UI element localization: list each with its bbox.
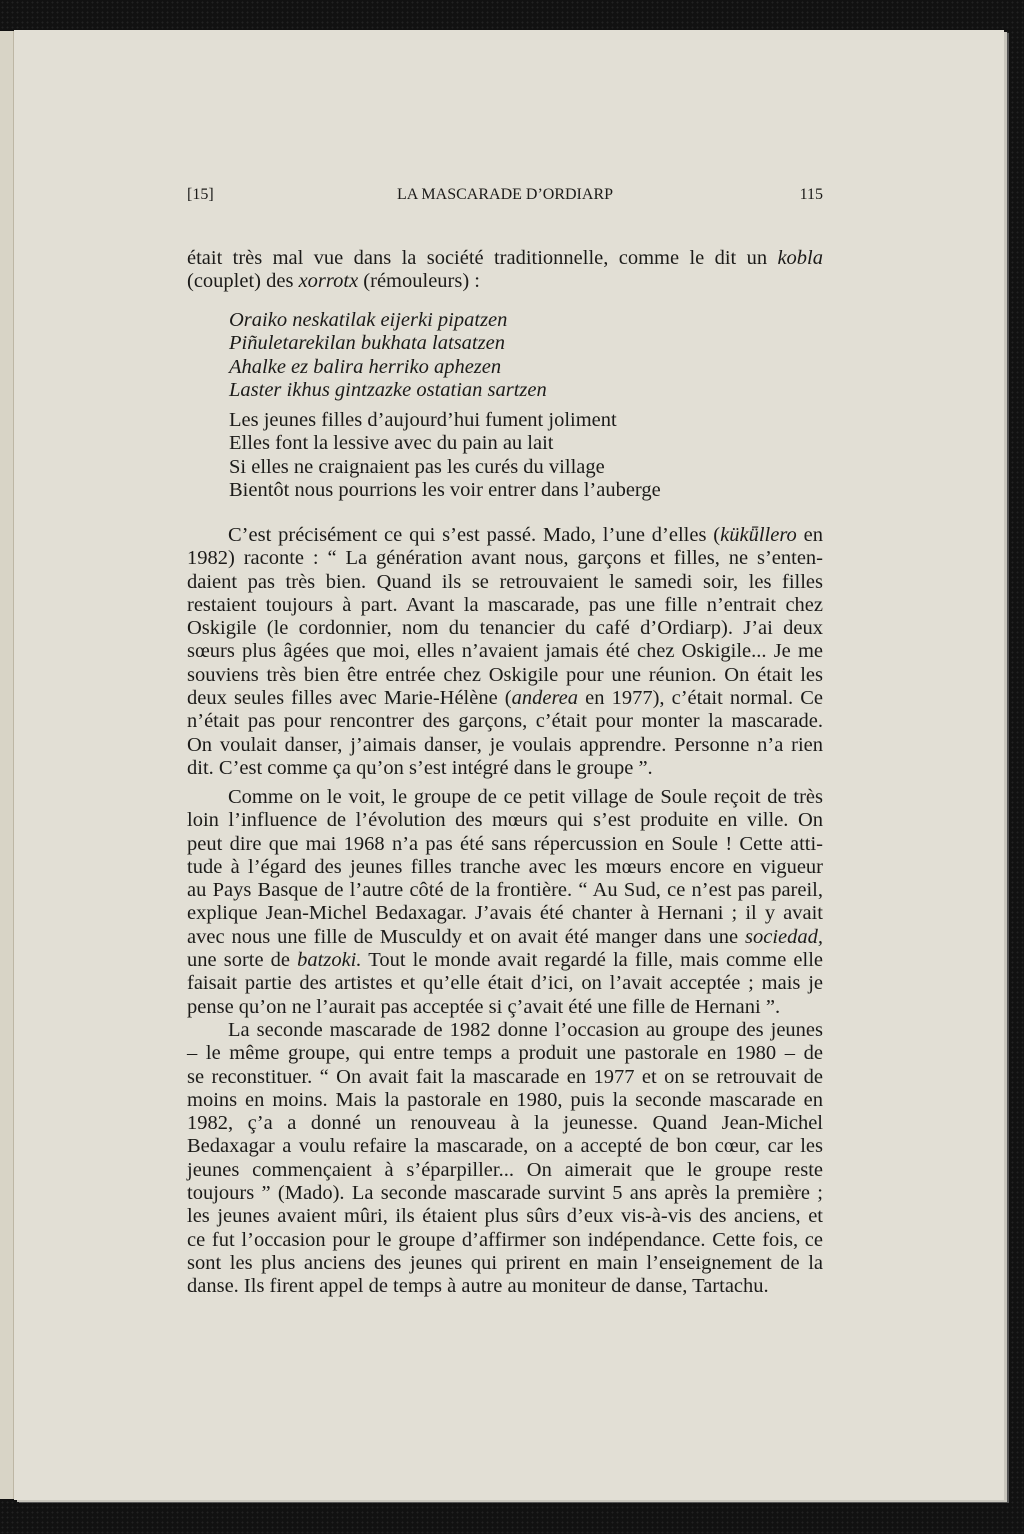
text-run: 1982, ç’a a donné un renouveau à la jeunesse. Quand Jean-Michel xyxy=(187,1112,823,1135)
italic-term: Oraiko neskatilak eijerki pipatzen xyxy=(229,309,508,331)
text-line xyxy=(187,664,823,687)
text-run: sont les plus anciens des jeunes qui prirent en main l’enseignement de la xyxy=(187,1251,823,1274)
text-line xyxy=(187,1229,823,1252)
text-run: était très mal vue dans la société traditionnelle, comme le dit un xyxy=(187,247,778,269)
italic-term: xorrotx xyxy=(298,270,359,293)
text-run: sœurs plus âgées que moi, elles n’avaient jamais été chez Oskigile... Je me xyxy=(187,640,823,663)
italic-term: batzoki. xyxy=(297,949,362,972)
text-line xyxy=(187,524,823,547)
text-run: (rémouleurs) : xyxy=(358,270,480,293)
text-line xyxy=(229,356,865,379)
text-run: souviens très bien être entrée chez Oskigile pour une réunion. On était les xyxy=(187,663,823,686)
text-run: dit. C’est comme ça qu’on s’est intégré dans le groupe ”. xyxy=(187,756,653,779)
paragraph xyxy=(187,1019,823,1299)
text-run: moins en moins. Mais la pastorale en 1980, puis la seconde mascarade en xyxy=(187,1088,823,1111)
text-line xyxy=(187,640,823,663)
intro-paragraph xyxy=(187,247,823,294)
text-run: jeunes commençaient à s’éparpiller... On aimerait que le groupe reste xyxy=(187,1158,823,1181)
text-line xyxy=(187,1066,823,1089)
running-header xyxy=(187,186,823,208)
text-line xyxy=(187,879,823,902)
section-number: [15] xyxy=(187,186,214,203)
previous-page-edge xyxy=(0,31,14,1499)
text-line xyxy=(187,1205,823,1228)
italic-term: Laster ikhus gintzazke ostatian sartzen xyxy=(229,378,547,401)
text-line xyxy=(187,734,823,757)
text-line xyxy=(187,1089,823,1112)
text-run: restaient toujours à part. Avant la mascarade, pas une fille n’entrait chez xyxy=(187,593,823,616)
text-run: Tout le monde avait regardé la fille, mais comme elle xyxy=(361,949,823,972)
text-run: loin l’influence de l’évolution des mœurs qui s’est produite en ville. On xyxy=(187,809,823,832)
text-run: en 1977), c’était normal. Ce xyxy=(578,687,823,710)
text-run: pense qu’on ne l’aurait pas acceptée si ç’avait été une fille de Hernani ”. xyxy=(187,995,781,1018)
text-run: Bedaxagar a voulu refaire la mascarade, on a accepté de bon cœur, car les xyxy=(187,1135,823,1158)
text-run: danse. Ils firent appel de temps à autre au moniteur de danse, Tartachu. xyxy=(187,1275,769,1298)
text-run: La seconde mascarade de 1982 donne l’occasion au groupe des jeunes xyxy=(228,1019,823,1041)
text-run: avec nous une fille de Musculdy et on avait été manger dans une xyxy=(187,925,745,948)
text-line xyxy=(187,996,823,1019)
text-line xyxy=(187,571,823,594)
text-line xyxy=(187,1042,823,1065)
text-line xyxy=(187,1252,823,1275)
text-line xyxy=(187,809,823,832)
italic-term: Ahalke ez balira herriko aphezen xyxy=(229,355,502,378)
text-run: les jeunes avaient mûri, ils étaient plus sûrs d’eux vis-à-vis des anciens, et xyxy=(187,1205,823,1228)
text-run: (couplet) des xyxy=(187,270,299,293)
italic-term: kobla xyxy=(777,247,823,269)
text-line xyxy=(187,786,823,809)
text-run: une sorte de xyxy=(187,949,298,972)
text-line xyxy=(187,972,823,995)
text-run: n’était pas pour rencontrer des garçons, c’était pour monter la mascarade. xyxy=(187,710,823,733)
basque-verse xyxy=(229,309,865,402)
text-line xyxy=(187,902,823,925)
text-line xyxy=(187,687,823,710)
text-line xyxy=(187,926,823,949)
text-run: tude à l’égard des jeunes filles tranche avec les mœurs encore en vigueur xyxy=(187,855,823,878)
text-run: explique Jean-Michel Bedaxagar. J’avais été chanter à Hernani ; il y avait xyxy=(187,902,823,925)
text-run: peut dire que mai 1968 n’a pas été sans répercussion en Soule ! Cette atti- xyxy=(187,832,823,855)
italic-term: sociedad, xyxy=(745,925,823,948)
text-line xyxy=(187,1182,823,1205)
text-line xyxy=(229,379,865,402)
paragraph xyxy=(187,524,823,780)
text-line: Elles font la lessive avec du pain au lait xyxy=(229,432,554,455)
text-line xyxy=(187,247,823,270)
running-title: LA MASCARADE D’ORDIARP xyxy=(396,186,614,203)
text-run: C’est précisément ce qui s’est passé. Mado, l’une d’elles ( xyxy=(228,524,721,546)
italic-term: anderea xyxy=(511,687,579,710)
text-line xyxy=(187,547,823,570)
text-run: Oskigile (le cordonnier, nom du tenancier du café d’Ordiarp). J’ai deux xyxy=(187,617,823,640)
italic-term: kükǖllero xyxy=(720,524,797,546)
text-run: – le même groupe, qui entre temps a produit une pastorale en 1980 – de xyxy=(187,1042,823,1065)
text-run: Comme on le voit, le groupe de ce petit village de Soule reçoit de très xyxy=(228,786,823,808)
text-line xyxy=(187,1135,823,1158)
text-run: deux seules filles avec Marie-Hélène ( xyxy=(187,687,512,710)
text-line xyxy=(187,1159,823,1182)
italic-term: Piñuletarekilan bukhata latsatzen xyxy=(229,332,505,355)
text-line xyxy=(187,833,823,856)
text-line xyxy=(187,856,823,879)
text-line xyxy=(187,1112,823,1135)
french-translation-verse xyxy=(229,409,865,502)
text-line xyxy=(187,1275,823,1298)
text-line xyxy=(187,617,823,640)
text-line xyxy=(187,1019,823,1042)
text-line: Les jeunes filles d’aujourd’hui fument joliment xyxy=(229,409,617,431)
text-line xyxy=(229,309,865,332)
text-run: faisait partie des artistes et qu’elle était d’ici, on l’avait acceptée ; mais je xyxy=(187,972,823,995)
text-run: se reconstituer. “ On avait fait la mascarade en 1977 et on se retrouvait de xyxy=(187,1065,823,1088)
text-run: au Pays Basque de l’autre côté de la frontière. “ Au Sud, ce n’est pas pareil, xyxy=(187,879,823,902)
text-line xyxy=(187,757,823,780)
text-line xyxy=(229,332,865,355)
page-number: 115 xyxy=(799,186,823,203)
text-run: en xyxy=(796,524,823,546)
paragraph xyxy=(187,786,823,1019)
text-run: toujours ” (Mado). La seconde mascarade survint 5 ans après la première ; xyxy=(187,1182,823,1205)
text-run: 1982) raconte : “ La génération avant nous, garçons et filles, ne s’enten- xyxy=(187,547,823,570)
text-run: On voulait danser, j’aimais danser, je voulais apprendre. Personne n’a rien xyxy=(187,733,823,756)
text-line xyxy=(187,949,823,972)
text-line: Si elles ne craignaient pas les curés du village xyxy=(229,455,605,478)
text-run: daient pas très bien. Quand ils se retrouvaient le samedi soir, les filles xyxy=(187,570,823,593)
text-line: Bientôt nous pourrions les voir entrer dans l’auberge xyxy=(229,478,661,501)
text-line xyxy=(187,270,823,293)
text-line xyxy=(187,710,823,733)
text-run: ce fut l’occasion pour le groupe d’affirmer son indépendance. Cette fois, ce xyxy=(187,1228,823,1251)
text-line xyxy=(187,594,823,617)
